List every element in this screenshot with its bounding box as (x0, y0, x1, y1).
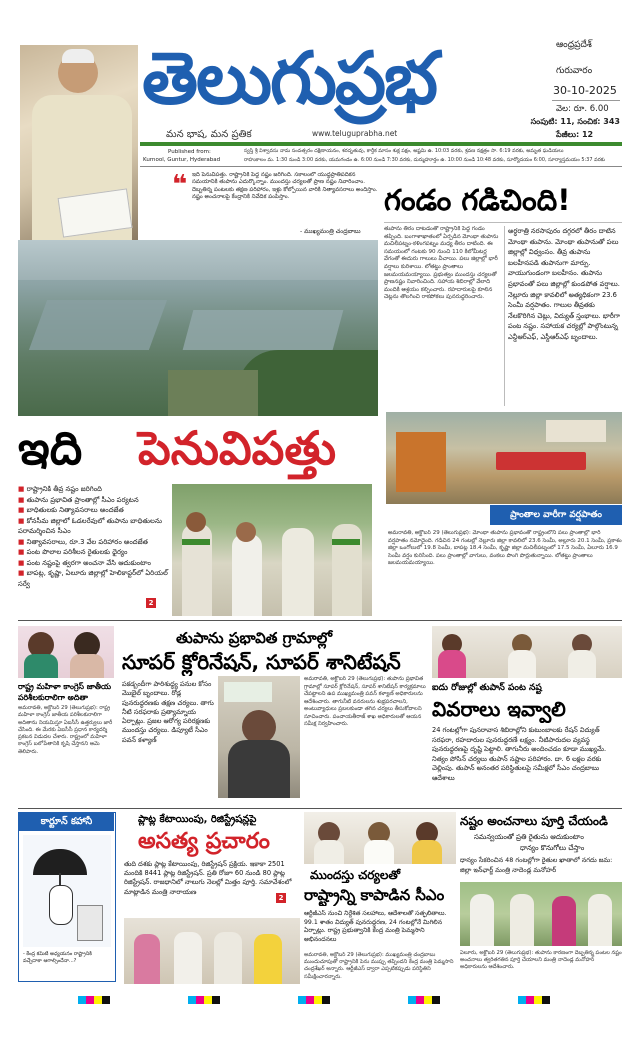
rainfall-story: అమరావతి, అక్టోబర్ 29 (తెలుగుప్రభ): మోంథా తుపాను ప్రభావంతో రాష్ట్రంలోని పలు ప్రాంతాల్లో భారీ వర్షపాతం నమోదైంది. గడిచిన 24 గంటల్లో నెల్లూరు జిల్లా కావలిలో 23.6 సెంమీ, అల్లూరు 20.1 సెంమీ, ప్రకాశం జిల్లా ఒంగోలులో 19.8 సెంమీ, బాపట్ల 18.4 సెంమీ, కృష్ణా జిల్లా మచిలీపట్నంలో 17.5 సెంమీ, ఏలూరు 16.9 సెంమీ వర్షం కురిసింది. పలు ప్రాంతాల్లో వాగులు, వంకలు పొంగి పొర్లుతున్నాయి. లోతట్టు ప్రాంతాలు జలమయమయ్యాయి. (388, 530, 622, 567)
sanitation-side: పకడ్బందీగా పారిశుద్ధ్య పనుల కోసం మొబైల్ బృందాలు. రోడ్ల పునరుద్ధరణకు తక్షణ చర్యలు. తాగు నీటి సరఫరాకు ప్రత్యామ్నాయ ఏర్పాట్లు. ప్రజల ఆరోగ్య పరిరక్షణకు ముందస్తు చర్యలు. డిప్యూటీ సీఎం పవన్ కళ్యాణ్ (122, 680, 214, 744)
main-headline-part2: పెనువిపత్తు (138, 421, 337, 475)
minister-body: అమరావతి, అక్టోబర్ 29 (తెలుగుప్రభ): రాష్ట్ర మహిళా కాంగ్రెస్ జాతీయ పరిశీలకురాలిగా అదితాను నియమిస్తూ ఏఐసీసీ ఉత్తర్వులు జారీ చేసింది. ఈ మేరకు ఏఐసీసీ ప్రధాన కార్యదర్శి ప్రకటన విడుదల చేశారు. రాష్ట్రంలో మహిళా కాంగ్రెస్ బలోపేతానికి కృషి చేస్తానని ఆమె తెలిపారు. (18, 705, 113, 755)
date-label: 30-10-2025 (553, 84, 617, 97)
list-item: ■ పంట పొలాల పరిశీలన రైతులకు ధైర్యం (18, 548, 128, 556)
cm-saved-body: ఆర్టీజీఎస్ నుంచి నిర్దేశిత సలహాలు, ఆదేశాలతో సత్ఫలితాలు. 99.1 శాతం విద్యుత్ పునరుద్ధరణ, 24 గంటల్లోనే మిగిలిన ఏర్పాట్లు. రాష్ట్ర ప్రభుత్వానికి కేంద్ర మంత్రి పెమ్మసాని అభినందనలు (304, 910, 447, 943)
quote-icon: ❝ (172, 170, 188, 200)
bullet-icon: ■ (18, 548, 27, 556)
bullet-list (18, 484, 168, 589)
tagline: మన భాష, మన ప్రతిక (166, 129, 252, 140)
flood-road-photo (386, 412, 622, 504)
crop-loss-body: 24 గంటల్లోగా పునరావాస శిబిరాల్లోని కుటుంబాలకు రేషన్ విద్యుత్ సరఫరా, రహదారుల పునరుద్ధరణే లక్ష్యం. నీటిపారుదల వ్యవస్థ పునరుద్ధరణపై దృష్టి పెట్టాలి. తాగునీరు అందించడం కూడా ముఖ్యమే. నిత్యం పోసిన్ చర్యలు తుపాన్ నష్టాల పరిహారం. దా. 6 లక్షల వరకు చెల్లింపు. తుపాన్ అనంతర పరిస్థితులపై సమీక్షలో సీఎం చంద్రబాబు ఆదేశాలు (432, 726, 607, 782)
deputy-cm-photo (218, 676, 300, 798)
cm-saved-story: అమరావతి, అక్టోబర్ 29 (తెలుగుప్రభ): ముఖ్యమంత్రి చంద్రబాబు ముందుచూపుతో రాష్ట్రానికి పెను ముప్పు తప్పిందని కేంద్ర మంత్రి పెమ్మసాని చంద్రశేఖర్ అన్నారు. ఆర్టీజీఎస్ ద్వారా ఎప్పటికప్పుడు పరిస్థితిని సమీక్షించారన్నారు. (304, 952, 454, 980)
damage-body: ధాన్యం సేకరించిన 48 గంటల్లోగా రైతుల ఖాతాలో నగదు జమ: జిల్లా ఇన్‌ఛార్జ్ మంత్రి నాదెండ్ల మనోహర్ (460, 856, 613, 874)
cm-saved-headline: రాష్ట్రాన్ని కాపాడిన సీఎం (304, 886, 445, 904)
sanitation-headline: సూపర్ క్లోరినేషన్, సూపర్ శానిటేషన్ (122, 650, 401, 674)
day-label: గురువారం (556, 66, 593, 76)
lead-headline: గండం గడిచింది! (384, 183, 571, 217)
volume-label: సంపుటి: 11, సంచిక: 343 (530, 117, 620, 126)
plots-kicker: ప్లాట్ల కేటాయింపు, రిజిస్ట్రేషన్లపై (138, 814, 257, 825)
plots-headline: అసత్య ప్రచారం (138, 829, 270, 854)
damage-story: ఏలూరు, అక్టోబర్ 29 (తెలుగుప్రభ): తుపాను కారణంగా దెబ్బతిన్న పంటల నష్టం అంచనాలు త్వరితగతిన పూర్తి చేయాలని మంత్రి నాదెండ్ల మనోహర్ అధికారులను ఆదేశించారు. (460, 950, 622, 971)
page-ref-badge[interactable]: 2 (146, 598, 156, 608)
cartoon-box (18, 812, 116, 982)
damage-headline: నష్టం అంచనాలు పూర్తి చేయండి (460, 814, 608, 828)
ministers-photo (304, 812, 456, 864)
damage-kicker: సమన్వయంతో ప్రతి రైతును ఆదుకుంటాం (474, 833, 584, 841)
crop-loss-kicker: ఐదు రోజుల్లో తుపాన్ పంట నష్ట (432, 683, 542, 693)
cartoon-title: కార్టూన్ కహానీ (19, 813, 114, 831)
lead-sidebar: అర్ధరాత్రి నరసాపురం దగ్గరలో తీరం దాటిన మోంథా తుపాను. మోంథా తుపానుతో పలు జిల్లాల్లో విధ్వంసం. తీవ్ర తుపాను బలహీనపడి తుపానుగా మార్పు. వాయుగుండంగా బలహీనం. తుపాను ప్రభావంతో పలు జిల్లాల్లో కుండపోత వర్షాలు. నెల్లూరు జిల్లా కావలిలో అత్యధికంగా 23.6 సెంమీ వర్షపాతం. గాలుల తీవ్రతకు నేలకొరిగిన చెట్లు, విద్యుత్ స్తంభాలు. భారీగా పంట నష్టం. సహాయక చర్యల్లో పాల్గొంటున్న ఎన్డీఆర్ఎఫ్, ఎస్డీఆర్ఎఫ్ బృందాలు. (508, 227, 621, 341)
aerial-flood-photo (18, 240, 378, 416)
edition-label: ఆంధ్రప్రదేశ్ (556, 40, 592, 50)
list-item: ■ కోనసీమ జిల్లాలో ఓడలరేవులో తుపాను బాధితులను పరామర్శించిన సీఎం (18, 516, 162, 535)
cartoon-drawing (23, 835, 111, 947)
bullet-icon: ■ (18, 506, 27, 514)
almanac-line-2: రాహుకాలం మ. 1:30 నుండి 3:00 వరకు, యమగండం ఉ. 6:00 నుండి 7:30 వరకు, దుర్ముహూర్తం ఉ. 10:00 నుండి 10:48 వరకు, సూర్యోదయం 6:00, సూర్యాస్తమయం 5:37 వరకు (244, 157, 605, 163)
list-item: ■ బాధితులకు నిత్యావసరాలు అందజేత (18, 506, 124, 514)
price-label: వెల: రూ. 6.00 (556, 104, 609, 114)
bullet-icon: ■ (18, 537, 27, 546)
pages-label: పేజీలు: 12 (556, 130, 594, 139)
cm-saved-kicker: ముందస్తు చర్యలతో (310, 868, 401, 882)
website[interactable]: www.teluguprabha.net (312, 129, 398, 138)
damage-sub: ధాన్యం కొనుగోలు చేస్తాం (520, 844, 585, 852)
sanitation-kicker: తుపాను ప్రభావిత గ్రామాల్లో (176, 629, 333, 647)
published-cities: Kurnool, Guntur, Hyderabad (143, 157, 221, 163)
cm-review-photo (432, 626, 622, 678)
list-item: ■ తుపాను ప్రభావిత ప్రాంతాల్లో సీఎం పర్యటన (18, 495, 139, 504)
minister-headline: రాష్ట్ర మహిళా కాంగ్రెస్ జాతీయ పరిశీలకురాలిగా అదితా (18, 682, 112, 702)
crop-loss-headline: వివరాలు ఇవ్వాలి (432, 697, 566, 721)
quote-text: ఇది పెనువిపత్తు. రాష్ట్రానికి పెద్ద నష్టం జరిగింది. సకాలంలో యుద్ధప్రాతిపదికన సమయానికి తుపాను ఎదుర్కొన్నాం. ముందస్తు చర్యలతో ప్రాణ నష్టం నివారించాం. దెబ్బతిన్న పంటలకు తక్షణ పరిహారం, ఇళ్లు కోల్పోయిన వారికి నిత్యావసరాలు అందిస్తాం. నష్టం అంచనాలపై కేంద్రానికి నివేదిక పంపిస్తాం. (192, 172, 378, 200)
almanac-line-1: స్వస్తి శ్రీ విశ్వావసు నామ సంవత్సరం దక్షిణాయనం, శరదృతువు, కార్తీక మాసం శుక్ల పక్షం, అష్టమి ఉ. 10:03 వరకు, శ్రవణ నక్షత్రం సా. 6:19 వరకు, అమృత ఘడియలు (244, 148, 564, 154)
quote-attribution: - ముఖ్యమంత్రి చంద్రబాబు (300, 228, 361, 235)
list-item: ■ పంట నష్టంపై త్వరగా అంచనా వేసి ఆదుకుంటాం (18, 558, 151, 567)
published-label: Published from: (168, 149, 211, 155)
main-headline-part1: ఇది (18, 421, 83, 475)
masthead-title: తెలుగుప్రభ (142, 36, 437, 120)
bullet-icon: ■ (18, 485, 27, 493)
rainfall-box-label: ప్రాంతాల వారీగా వర్షపాతం (490, 505, 622, 525)
sanitation-body: అమరావతి, అక్టోబర్ 29 (తెలుగుప్రభ): తుపాను ప్రభావిత గ్రామాల్లో సూపర్ క్లోరినేషన్, సూపర్ శానిటేషన్ కార్యక్రమాలు చేపట్టాలని ఉప ముఖ్యమంత్రి పవన్ కళ్యాణ్ అధికారులను ఆదేశించారు. తాగునీటి వనరులను శుభ్రపరచాలని, అంటువ్యాధులు ప్రబలకుండా తగిన చర్యలు తీసుకోవాలని సూచించారు. పంచాయతీరాజ్ శాఖ అధికారులతో ఆయన సమీక్ష నిర్వహించారు. (304, 676, 426, 727)
list-item: ■ రాష్ట్రానికి తీవ్ర నష్టం జరిగింది (18, 485, 102, 493)
cm-farmers-photo (172, 484, 372, 616)
bullet-icon: ■ (18, 558, 27, 567)
press-meet-photo (124, 918, 300, 984)
bullet-icon: ■ (18, 569, 27, 577)
cm-photo-masthead (20, 45, 138, 240)
list-item: ■ బాపట్ల, కృష్ణా, ఏలూరు జిల్లాల్లో హెలికాప్టర్‌లో ఏరియల్ సర్వే (18, 569, 168, 588)
page-ref-badge-2[interactable]: 2 (276, 893, 286, 903)
list-item: ■ నిత్యావసరాలు, రూ.3 వేల పరిహారం అందజేత (18, 537, 148, 546)
lead-body: తుపాను తీరం దాటడంతో రాష్ట్రానికి పెద్ద గండం తప్పింది. బంగాళాఖాతంలో ఏర్పడిన మోంథా తుపాను మచిలీపట్నం-కళింగపట్నం మధ్య తీరం దాటింది. ఈ సమయంలో గంటకు 90 నుంచి 110 కిలోమీటర్ల వేగంతో ఈదురు గాలులు వీచాయి. పలు జిల్లాల్లో భారీ వర్షాలు కురిశాయి. లోతట్టు ప్రాంతాలు జలమయమయ్యాయి. ప్రభుత్వం ముందస్తు చర్యలతో ప్రాణనష్టం నివారించింది. సహాయ శిబిరాల్లో వేలాది మందికి ఆశ్రయం కల్పించారు. రహదారులపై కూలిన చెట్లను తొలగించి రాకపోకలు పునరుద్ధరించారు. (384, 226, 499, 301)
plots-body: తుది దశకు ప్లాట్ల కేటాయింపు, రిజిస్ట్రేషన్ ప్రక్రియ. ఇకాకా 2501 మందికి 8441 ప్లాట్ల రిజిస్ట్రేషన్. ప్రతి రోజూ 60 నుండి 80 ప్లాట్ల రిజిస్ట్రేషన్. రాజధానిలో నాలుగు నెలల్లో మిత్తం పూర్తి. సమావేశంలో మాట్లాడిన మంత్రి నారాయణ (124, 860, 292, 896)
minister-photo (18, 626, 114, 678)
bullet-icon: ■ (18, 516, 27, 525)
field-inspection-photo (460, 882, 622, 946)
cartoon-caption: - కేంద్ర కమిటీ అధ్యయనం రాష్ట్రానికి వచ్చేదాకా ఆగాల్సిందేనా...? (23, 951, 92, 964)
bullet-icon: ■ (18, 495, 27, 504)
print-registration-marks (0, 996, 640, 1006)
